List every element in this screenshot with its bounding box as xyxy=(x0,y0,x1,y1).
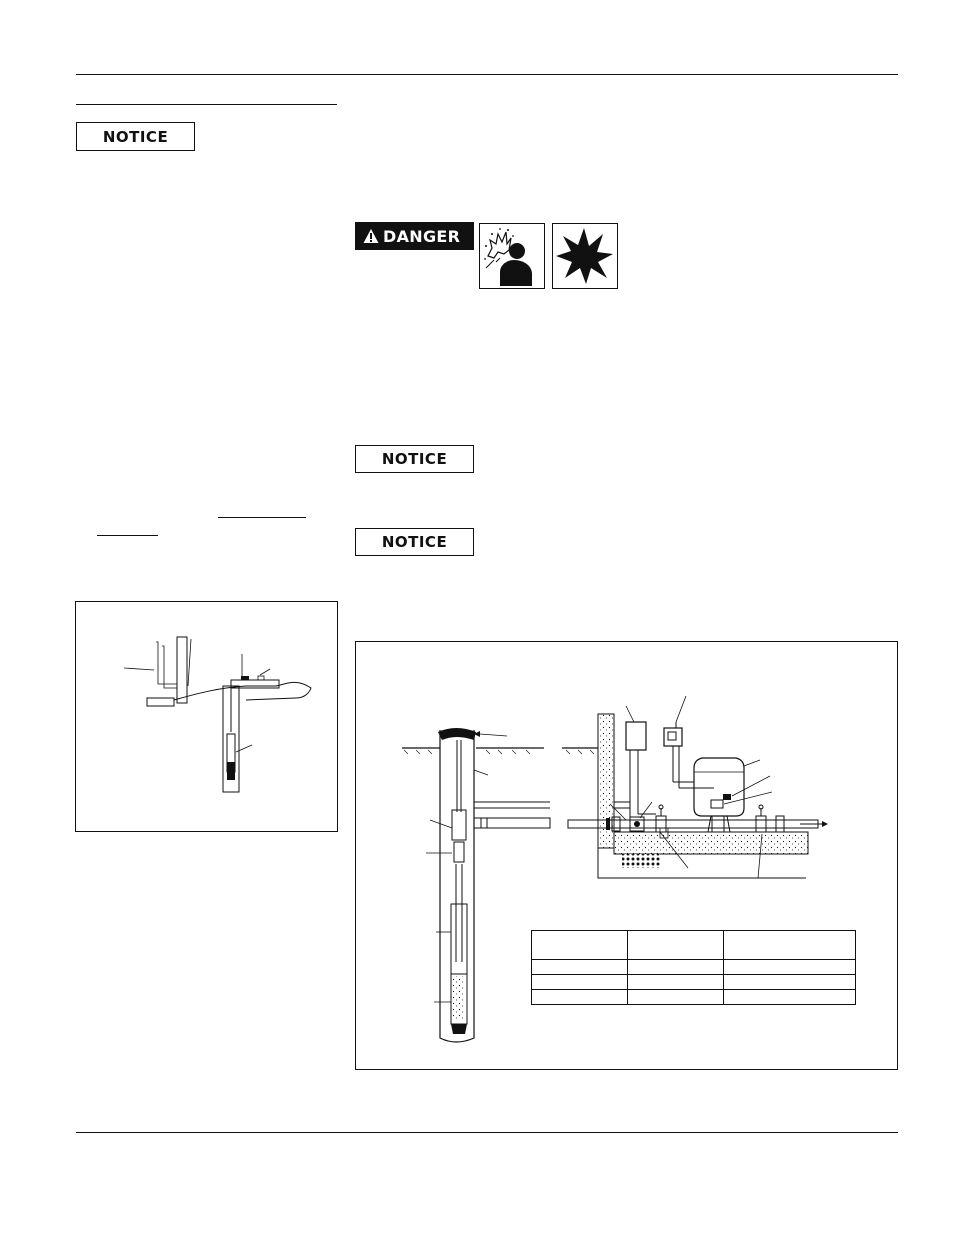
control-box xyxy=(626,722,646,750)
pitless-pipe xyxy=(474,818,550,828)
notice-badge-right-2: NOTICE xyxy=(355,528,474,556)
footing xyxy=(147,698,174,706)
installation-figure xyxy=(355,641,898,1070)
left-column-rule xyxy=(76,104,337,105)
pressure-tank xyxy=(694,758,744,832)
ground-line xyxy=(174,682,311,700)
danger-badge xyxy=(355,222,474,250)
well-overview-figure xyxy=(75,601,338,832)
underline-2 xyxy=(97,535,158,536)
header-rule xyxy=(76,74,898,75)
danger-label: DANGER xyxy=(383,226,461,246)
table-row xyxy=(532,960,856,975)
house-wall xyxy=(177,637,187,703)
table-row xyxy=(532,975,856,990)
explosion-hazard-icon xyxy=(552,223,618,289)
footer-rule xyxy=(76,1132,898,1133)
notice-badge-right-1: NOTICE xyxy=(355,445,474,473)
table-header-row xyxy=(532,931,856,960)
table-row xyxy=(532,990,856,1005)
warning-triangle-icon xyxy=(363,228,379,244)
fused-disconnect-switch xyxy=(664,728,682,746)
notice-badge-left: NOTICE xyxy=(76,122,195,151)
well-casing xyxy=(438,728,476,1042)
underline-1 xyxy=(218,517,306,518)
sizing-table xyxy=(531,930,856,1005)
floor-slab xyxy=(614,832,808,854)
fire-burn-hazard-icon xyxy=(479,223,545,289)
